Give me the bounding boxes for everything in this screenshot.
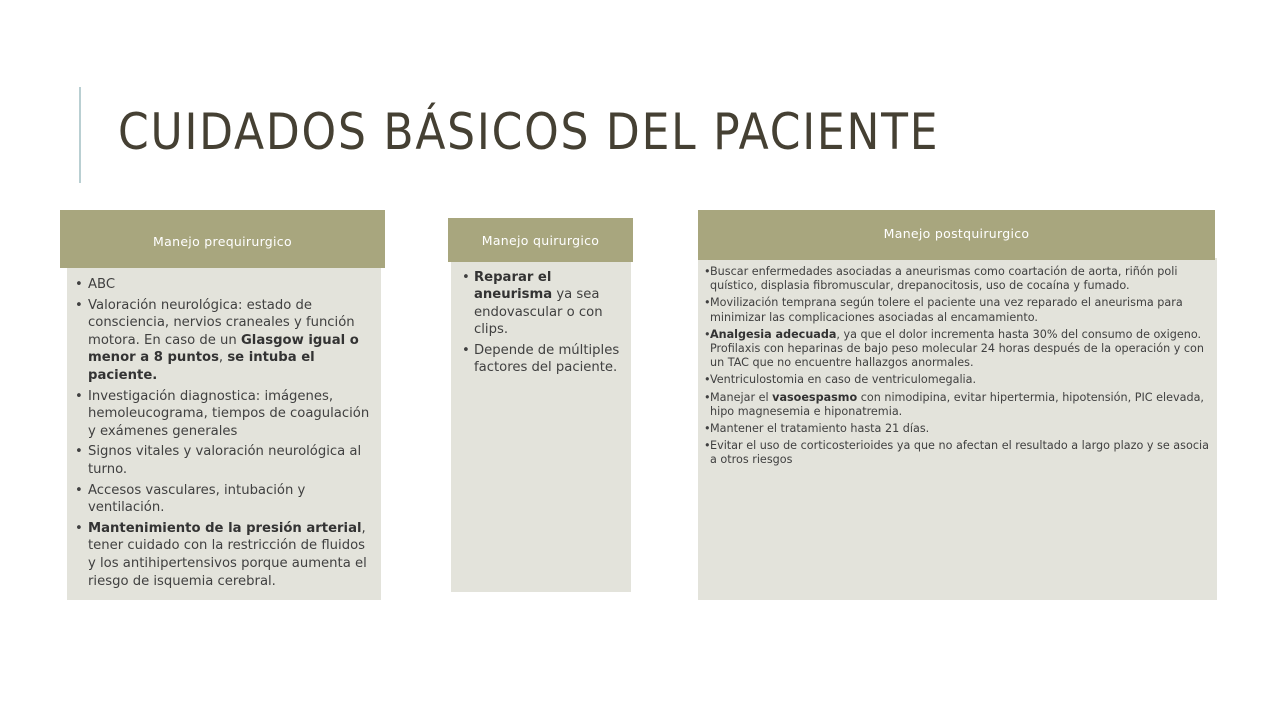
list-item: • ABC [75, 277, 116, 292]
list-item: • Manejar el vasoespasmo con nimodipina, evitar hipertermia, hipotensión, PIC elevada, hipo magnesemia e hiponatremia. [704, 390, 1204, 418]
quirurgico-list [462, 269, 624, 379]
list-item: • Ventriculostomia en caso de ventriculomegalia. [704, 373, 977, 387]
list-item: • Evitar el uso de corticosterioides ya que no afectan el resultado a largo plazo y se asocia a otros riesgos [704, 439, 1209, 467]
title-accent-line [79, 87, 81, 183]
list-item: • Signos vitales y valoración neurológica al turno. [75, 444, 362, 477]
postquirurgico-header: Manejo postquirurgico [698, 210, 1215, 260]
slide-title: CUIDADOS BÁSICOS DEL PACIENTE [118, 103, 940, 161]
list-item: • Reparar el aneurisma ya sea endovascular o con clips. [462, 270, 603, 338]
list-item: • Analgesia adecuada, ya que el dolor incrementa hasta 30% del consumo de oxigeno. Profilaxis con heparinas de bajo peso molecular 24 horas después de la operación y con un TAC que no encuentre hallazgos anormales. [704, 327, 1204, 370]
list-item: • Depende de múltiples factores del paciente. [462, 342, 620, 376]
quirurgico-header: Manejo quirurgico [448, 218, 633, 262]
list-item: • Investigación diagnostica: imágenes, hemoleucograma, tiempos de coagulación y exámenes generales [75, 388, 370, 439]
list-item: • Movilización temprana según tolere el paciente una vez reparado el aneurisma para minimizar las complicaciones asociadas al encamamiento. [704, 296, 1183, 324]
list-item: • Mantener el tratamiento hasta 21 días. [704, 422, 930, 436]
prequirurgico-header: Manejo prequirurgico [60, 210, 385, 268]
list-item: • Mantenimiento de la presión arterial, tener cuidado con la restricción de fluidos y los antihipertensivos porque aumenta el riesgo de isquemia cerebral. [75, 520, 367, 589]
postquirurgico-list [704, 265, 1210, 471]
prequirurgico-list [75, 276, 373, 593]
list-item: • Valoración neurológica: estado de consciencia, nervios craneales y función motora. En caso de un Glasgow igual o menor a 8 puntos, se intuba el paciente. [75, 297, 359, 383]
list-item: • Buscar enfermedades asociadas a aneurismas como coartación de aorta, riñón poli quístico, displasia fibromuscular, drepanocitosis, uso de cocaína y fumado. [704, 265, 1178, 293]
list-item: • Accesos vasculares, intubación y ventilación. [75, 482, 306, 516]
